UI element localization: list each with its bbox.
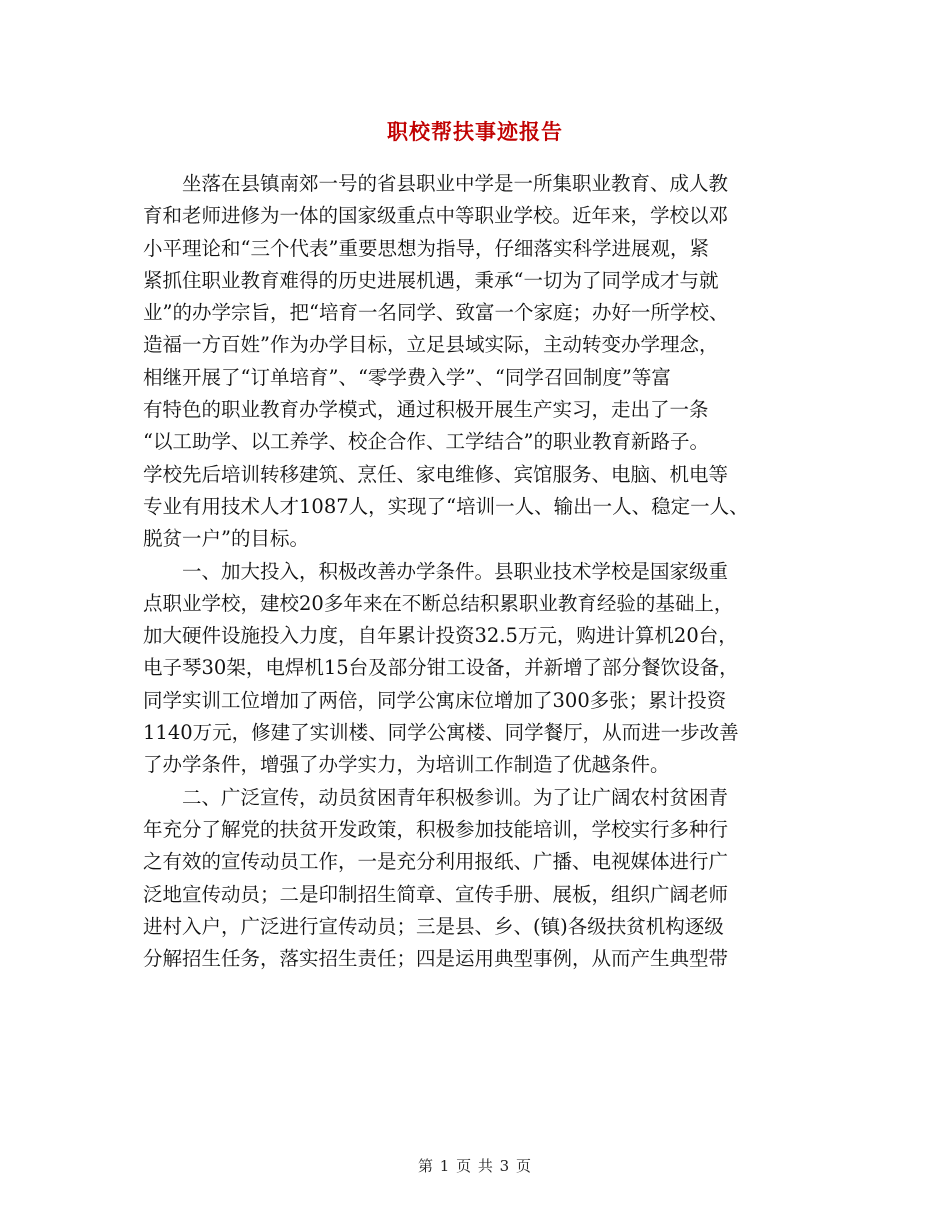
document-title: 职校帮扶事迹报告 [387,119,563,144]
paragraph-intro: 坐落在县镇南郊一号的省县职业中学是一所集职业教育、成人教 育和老师进修为一体的国家级重点中等职业学校。近年来，学校以邓 小平理论和“三个代表”重要思想为指导，仔细落实科学进展观，紧 紧抓住职业教育难得的历史进展机遇，秉承“一切为了同学成才与就 业”的办学宗旨，把“培育一名同学、致富一个家庭；办好一所学校、 造福一方百姓”作为办学目标，立足县域实际，主动转变办学理念， 相继开展了“订单培育”、“零学费入学”、“同学召回制度”等富 有特色的职业教育办学模式，通过积极开展生产实习，走出了一条 “以工助学、以工养学、校企合作、工学结合”的职业教育新路子。 学校先后培训转移建筑、烹任、家电维修、宾馆服务、电脑、机电等 专业有用技术人才1087人，实现了“培训一人、输出一人、稳定一人、 脱贫一户”的目标。 [143,172,749,551]
paragraph-investment: 一、加大投入，积极改善办学条件。县职业技术学校是国家级重 点职业学校，建校20多年来在不断总结积累职业教育经验的基础上， 加大硬件设施投入力度，自年累计投资32.5万元，购进计算机20台， 电子琴30架，电焊机15台及部分钳工设备，并新增了部分餐饮设备， 同学实训工位增加了两倍，同学公寓床位增加了300多张；累计投资 1140万元，修建了实训楼、同学公寓楼、同学餐厅，从而进一步改善 了办学条件，增强了办学实力，为培训工作制造了优越条件。 [143,559,739,777]
paragraph-publicity: 二、广泛宣传，动员贫困青年积极参训。为了让广阔农村贫困青 年充分了解党的扶贫开发政策，积极参加技能培训，学校实行多种行 之有效的宣传动员工作，一是充分利用报纸、广播、电视媒体进行广 泛地宣传动员；二是印制招生简章、宣传手册、展板，组织广阔老师 进村入户，广泛进行宣传动员；三是县、乡、(镇)各级扶贫机构逐级 分解招生任务，落实招生责任；四是运用典型事例，从而产生典型带 [143,785,729,971]
page-footer: 第 1 页 共 3 页 [418,1157,532,1175]
document-body [143,168,803,975]
